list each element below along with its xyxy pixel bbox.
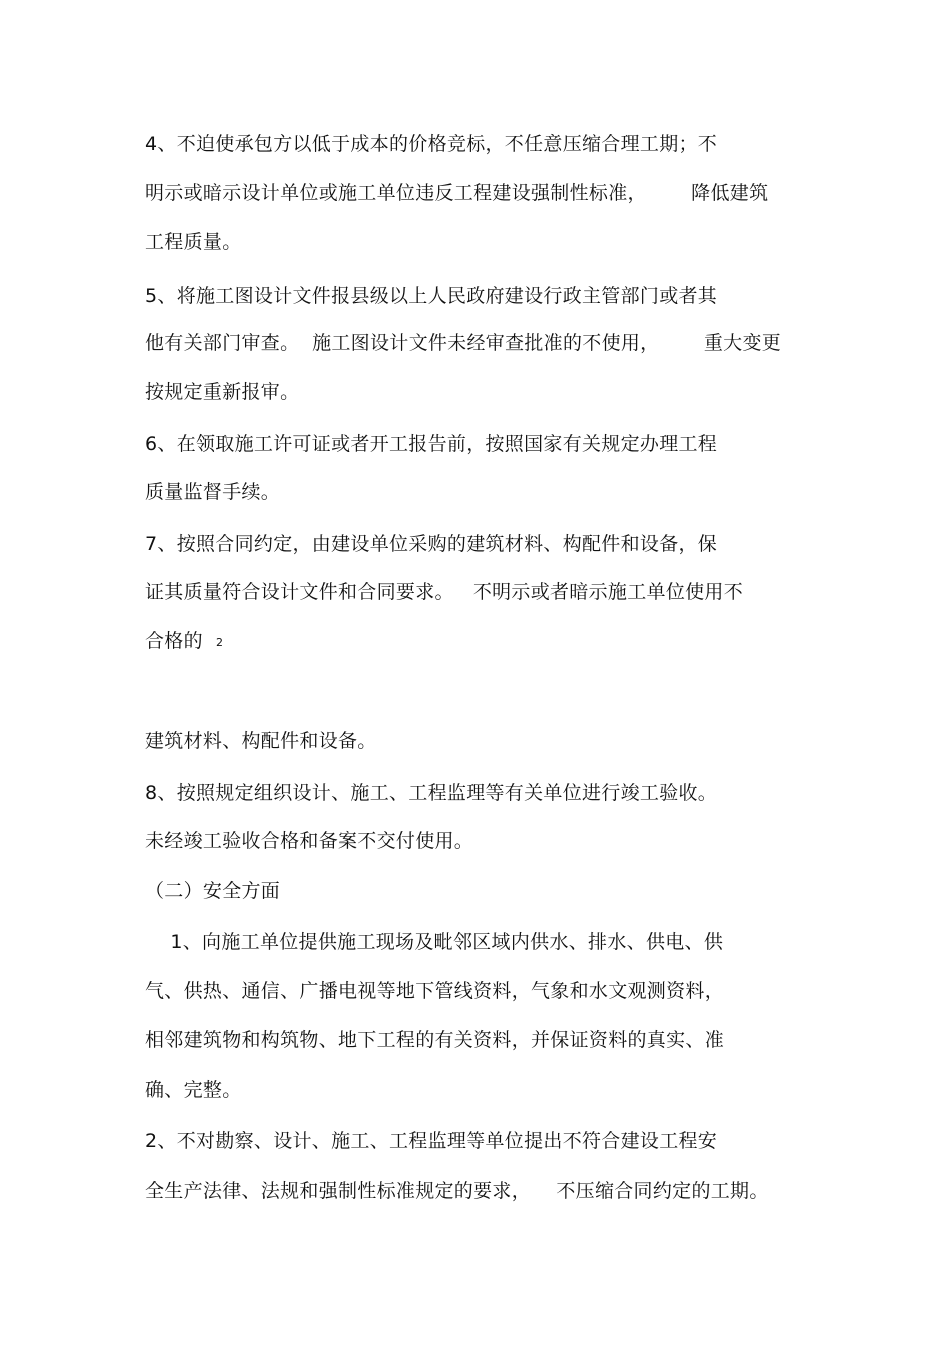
text-line: 合格的	[145, 630, 203, 652]
text-line: 建筑材料、构配件和设备。	[145, 730, 377, 752]
section-heading: （二）安全方面	[145, 880, 281, 902]
text-line: 5、将施工图设计文件报县级以上人民政府建设行政主管部门或者其	[145, 285, 718, 307]
text-line: 证其质量符合设计文件和合同要求。 不明示或者暗示施工单位使用不	[145, 581, 744, 603]
text-line: 他有关部门审查。 施工图设计文件未经审查批准的不使用， 重大变更	[145, 332, 782, 354]
text-line: 气、供热、通信、广播电视等地下管线资料，气象和水文观测资料，	[145, 980, 725, 1002]
text-line: 4、不迫使承包方以低于成本的价格竞标，不任意压缩合理工期；不	[145, 133, 718, 155]
text-line: 质量监督手续。	[145, 481, 281, 503]
text-line: 6、在领取施工许可证或者开工报告前，按照国家有关规定办理工程	[145, 433, 718, 455]
text-line: 按规定重新报审。	[145, 381, 300, 403]
text-line: 未经竣工验收合格和备案不交付使用。	[145, 830, 474, 852]
page-number: 2	[216, 636, 223, 649]
text-line: 全生产法律、法规和强制性标准规定的要求， 不压缩合同约定的工期。	[145, 1180, 769, 1202]
text-line: 2、不对勘察、设计、施工、工程监理等单位提出不符合建设工程安	[145, 1130, 718, 1152]
text-line: 确、完整。	[145, 1079, 242, 1101]
text-line: 8、按照规定组织设计、施工、工程监理等有关单位进行竣工验收。	[145, 782, 718, 804]
text-line: 1、向施工单位提供施工现场及毗邻区域内供水、排水、供电、供	[145, 931, 724, 953]
text-line: 相邻建筑物和构筑物、地下工程的有关资料，并保证资料的真实、准	[145, 1029, 725, 1051]
text-line: 工程质量。	[145, 231, 242, 253]
text-line: 明示或暗示设计单位或施工单位违反工程建设强制性标准， 降低建筑	[145, 182, 769, 204]
text-line: 7、按照合同约定，由建设单位采购的建筑材料、构配件和设备，保	[145, 533, 718, 555]
